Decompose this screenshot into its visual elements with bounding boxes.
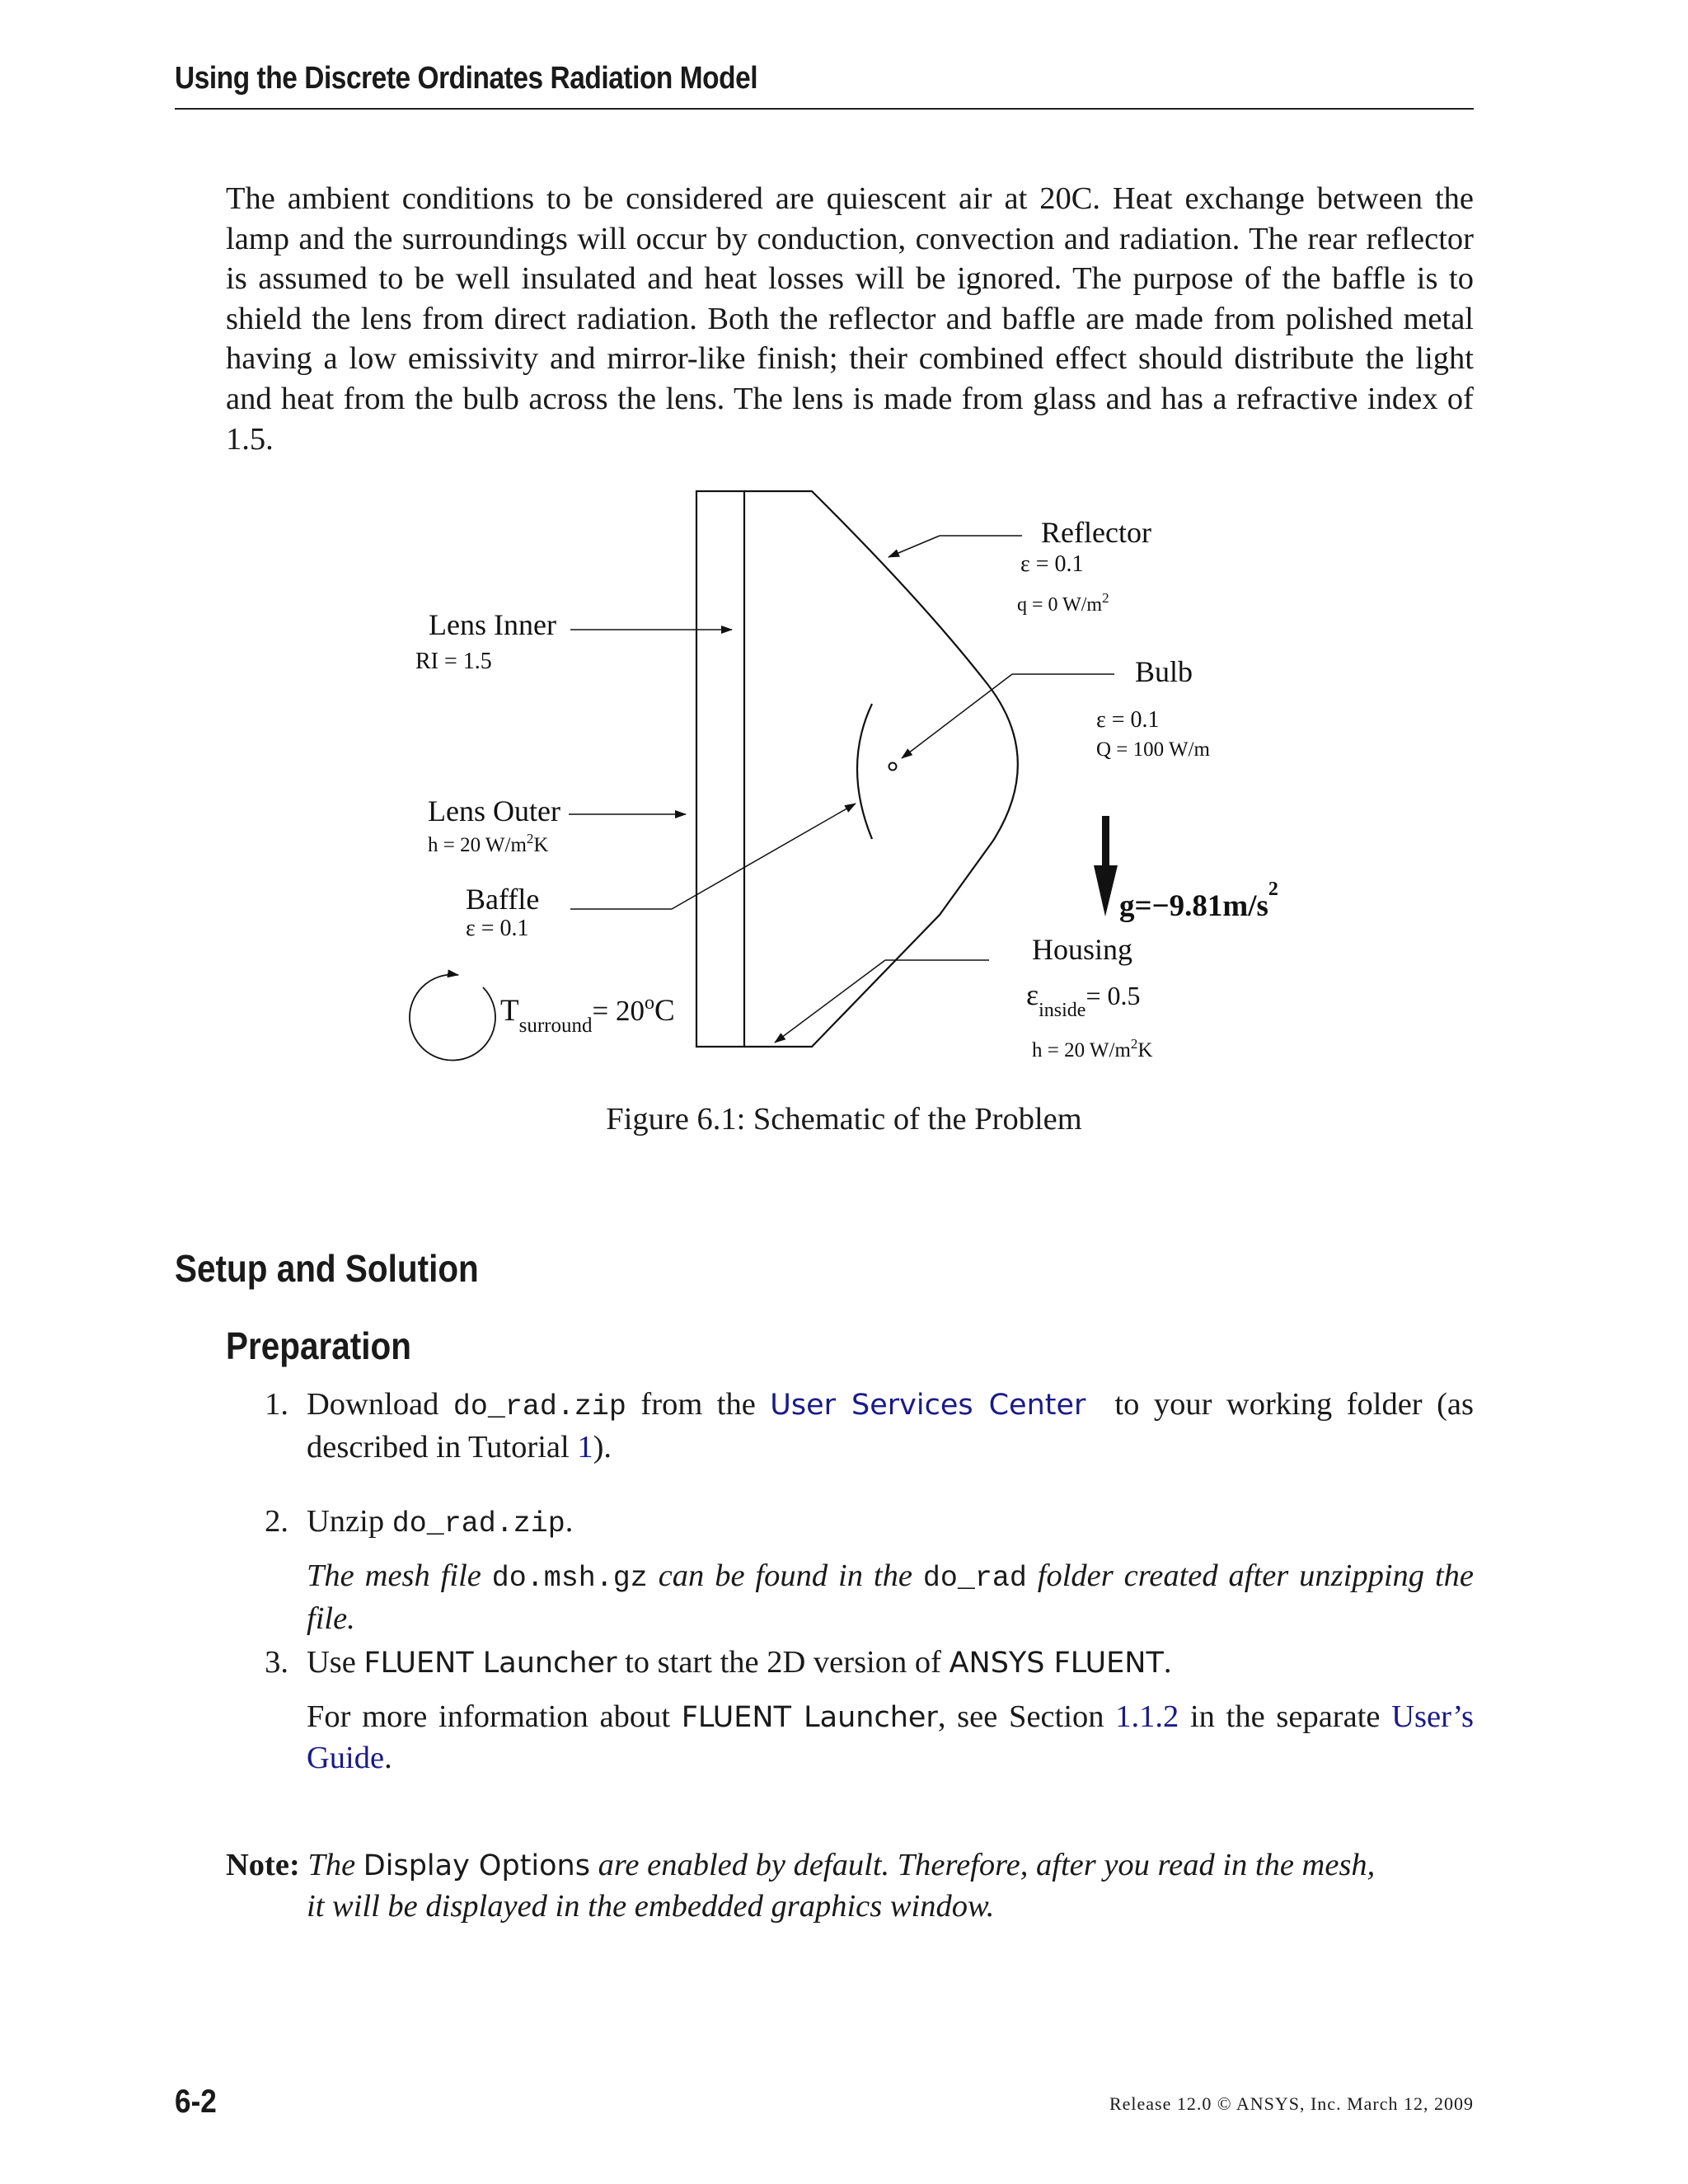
housing-emissivity: $\varepsilon_{inside}= 0.5$ (1026, 978, 1141, 1021)
figure-caption: Figure 6.1: Schematic of the Problem (606, 1102, 1082, 1137)
schematic-figure (363, 478, 1352, 1088)
housing-h: h = 20 $W/m^2K$ (1032, 1036, 1153, 1062)
lens-body (696, 491, 744, 1047)
fluent-launcher-term-2: FLUENT Launcher (681, 1701, 938, 1734)
gravity-arrow-head (1094, 865, 1118, 916)
step-2-number: 2. (265, 1504, 288, 1539)
gravity-label: $g=-9.81m/s^2$ (1119, 879, 1278, 923)
note-label: Note: (226, 1848, 300, 1882)
lens-outer-label: Lens Outer (428, 794, 560, 827)
bulb-arrow (902, 674, 1012, 758)
baffle-curve (857, 704, 872, 839)
step-1-text: Download do_rad.zip from the User Services Center to your working folder (as described in Tutorial 1). (307, 1387, 1482, 1465)
bulb-circle (889, 763, 897, 771)
subsection-heading: Preparation (226, 1324, 411, 1367)
intro-paragraph: The ambient conditions to be considered are quiescent air at 20C. Heat exchange between the lamp and the surroundings will occur by conduction, convection and radiation. The rear reflector is assumed to be well insulated and heat losses will be ignored. The purpose of the baffle is to shield the lens from direct radiation. Both the reflector and baffle are made from polished metal having a low emissivity and mirror-like finish; their combined effect should distribute the light and heat from the bulb across the lens. The lens is made from glass and has a refractive index of 1.5. (226, 181, 1474, 457)
mesh-filename: do.msh.gz (491, 1562, 648, 1595)
lens-inner-ri: RI = 1.5 (415, 649, 492, 674)
tutorial-1-link[interactable]: 1 (577, 1429, 593, 1465)
step-1-filename: do_rad.zip (452, 1390, 626, 1423)
reflector-arrow (889, 536, 940, 557)
reflector-flux: q = 0 $W/m^2$ (1017, 590, 1109, 616)
bulb-emissivity: ε = 0.1 (1096, 707, 1160, 733)
step-3-number: 3. (265, 1645, 288, 1680)
surround-temperature: $T_{surround}= 20^oC$ (500, 992, 675, 1037)
step-3-text: Use FLUENT Launcher to start the 2D version of ANSYS FLUENT. (307, 1645, 1172, 1680)
section-1-1-2-link[interactable]: 1.1.2 (1115, 1699, 1179, 1734)
header-rule (175, 108, 1474, 110)
folder-name: do_rad (922, 1562, 1027, 1595)
step-3-note: For more information about FLUENT Launcher, see Section 1.1.2 in the separate User’s Guide. (307, 1699, 1475, 1775)
lens-inner-label: Lens Inner (429, 608, 556, 641)
display-options-term: Display Options (363, 1849, 590, 1882)
user-services-center-link[interactable]: User Services Center (770, 1389, 1086, 1422)
baffle-emissivity: ε = 0.1 (466, 916, 529, 941)
section-heading: Setup and Solution (175, 1247, 479, 1290)
step-2-text: Unzip do_rad.zip. (307, 1504, 574, 1540)
users-guide-link[interactable]: User’s Guide (307, 1699, 1475, 1775)
lens-outer-h: h = 20 $W/m^2K$ (428, 831, 549, 856)
step-2-filename: do_rad.zip (392, 1507, 565, 1540)
gravity-arrow-shaft (1102, 816, 1109, 869)
page-number: 6-2 (175, 2083, 217, 2120)
step-1-number: 1. (265, 1387, 288, 1422)
reflector-label: Reflector (1041, 516, 1151, 549)
step-2-note: The mesh file do.msh.gz can be found in the do_rad folder created after unzipping the file. (307, 1558, 1474, 1636)
bulb-heat: Q = 100 W/m (1096, 738, 1210, 761)
running-header: Using the Discrete Ordinates Radiation Model (175, 61, 758, 96)
housing-label: Housing (1032, 933, 1133, 966)
reflector-emissivity: ε = 0.1 (1020, 551, 1084, 577)
ansys-fluent-term: ANSYS FLUENT (949, 1647, 1164, 1680)
surround-arc (410, 975, 495, 1061)
note-continuation: it will be displayed in the embedded graphics window. (307, 1888, 995, 1924)
baffle-leader (570, 804, 856, 909)
fluent-launcher-term: FLUENT Launcher (363, 1647, 617, 1680)
baffle-label: Baffle (466, 883, 540, 916)
bulb-label: Bulb (1135, 655, 1193, 688)
release-footer: Release 12.0 © ANSYS, Inc. March 12, 2009 (1109, 2093, 1474, 2114)
housing-arrow (775, 960, 885, 1043)
note-block: Note: The Display Options are enabled by default. Therefore, after you read in the mesh, it will be displayed in the embedded graphics window. (226, 1845, 1474, 1926)
